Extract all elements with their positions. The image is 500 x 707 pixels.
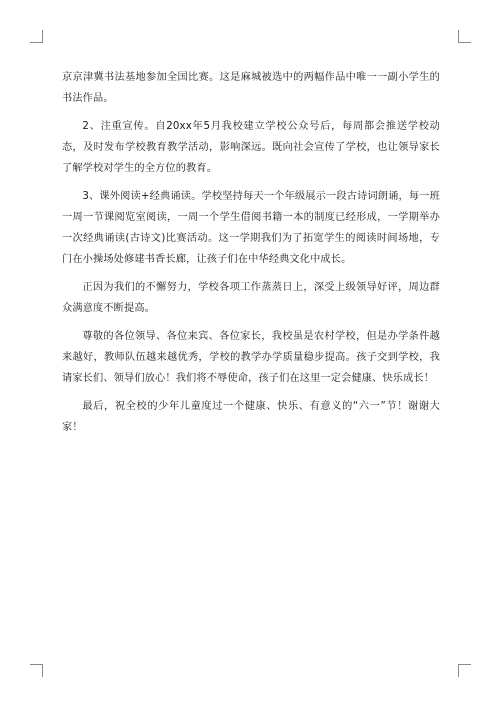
paragraph-address: 尊敬的各位领导、各位来宾、各位家长，我校虽是农村学校，但是办学条件越来越好，教师队伍越来越优秀，学校的教学办学质量稳步提高。孩子交到学校，我请家长们、领导们放心！我们将不辱使命，孩子们在这里一定会健康、快乐成长！ [62,331,440,384]
document-body [62,67,440,438]
paragraph-closing: 最后，祝全校的少年儿童度过一个健康、快乐、有意义的“六一”节！谢谢大家！ [62,401,440,433]
paragraph-continuation: 京京津冀书法基地参加全国比赛。这是麻城被选中的两幅作品中唯一一副小学生的书法作品。 [62,72,440,104]
paragraph-effort: 正因为我们的不懈努力，学校各项工作蒸蒸日上，深受上级领导好评，周边群众满意度不断提高。 [62,282,440,314]
crop-mark-bottom-right [458,664,471,677]
paragraph-publicity: 2、注重宣传。自20xx年5月我校建立学校公众号后，每周都会推送学校动态，及时发布学校教育教学活动，影响深远。既向社会宣传了学校，也让领导家长了解学校对学生的全方位的教育。 [62,121,440,174]
crop-mark-bottom-left [30,664,43,677]
paragraph-reading: 3、课外阅读+经典诵读。学校坚持每天一个年级展示一段古诗词朗诵，每一班一周一节课阅览室阅读，一周一个学生借阅书籍一本的制度已经形成，一学期举办一次经典诵读(古诗文)比赛活动。这一学期我们为了拓宽学生的阅读时间场地，专门在小操场处修建书香长廊，让孩子们在中华经典文化中成长。 [62,191,440,265]
crop-mark-top-left [30,30,43,43]
crop-mark-top-right [458,30,471,43]
